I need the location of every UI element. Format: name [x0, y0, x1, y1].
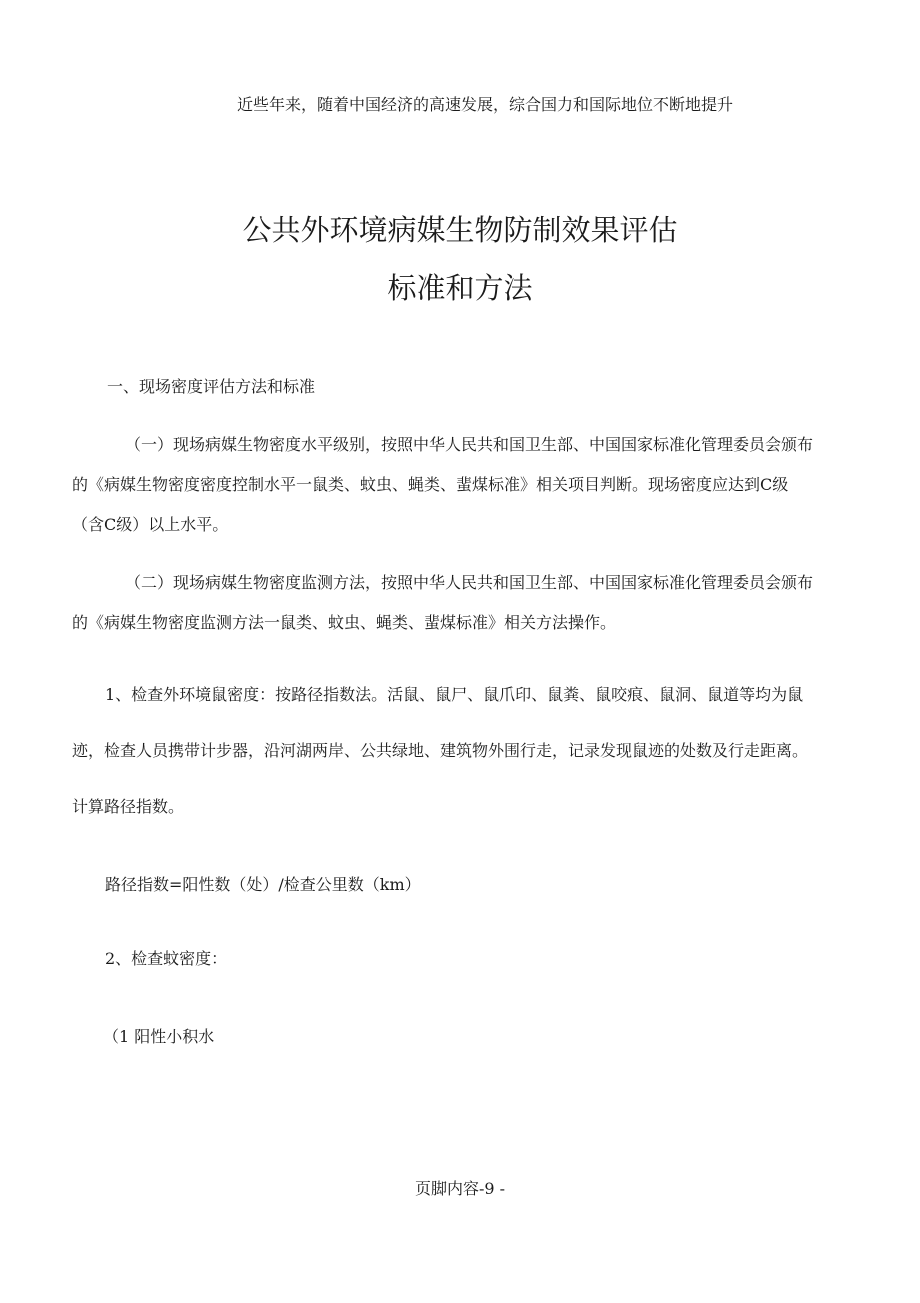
paragraph-1-line-2: 的《病媒生物密度密度控制水平一鼠类、蚊虫、蝇类、蜚煤标准》相关项目判断。现场密度应达到C级	[72, 475, 789, 494]
section-heading: 一、现场密度评估方法和标准	[107, 377, 316, 396]
item-1-line-1: 1、检查外环境鼠密度：按路径指数法。活鼠、鼠尸、鼠爪印、鼠粪、鼠咬痕、鼠洞、鼠道等均为鼠	[105, 685, 804, 704]
sub-item-1: （1 阳性小积水	[103, 1027, 215, 1046]
paragraph-2-line-2: 的《病媒生物密度监测方法一鼠类、蚊虫、蝇类、蜚煤标准》相关方法操作。	[72, 613, 617, 632]
document-title-line-1: 公共外环境病媒生物防制效果评估	[242, 213, 678, 247]
item-1-line-2: 迹，检查人员携带计步器，沿河湖两岸、公共绿地、建筑物外围行走，记录发现鼠迹的处数及行走距离。	[72, 741, 809, 760]
formula-text: 路径指数=阳性数（处）/检查公里数（km）	[105, 875, 421, 894]
item-1-line-3: 计算路径指数。	[72, 797, 185, 816]
paragraph-1-line-3: （含C级）以上水平。	[72, 515, 229, 534]
item-2-heading: 2、检查蚊密度：	[105, 949, 228, 968]
paragraph-2-line-1: （二）现场病媒生物密度监测方法，按照中华人民共和国卫生部、中国国家标准化管理委员会颁布	[125, 573, 814, 592]
page-footer: 页脚内容-9 -	[414, 1179, 506, 1198]
page-header-text: 近些年来，随着中国经济的高速发展，综合国力和国际地位不断地提升	[236, 95, 733, 114]
paragraph-1-line-1: （一）现场病媒生物密度水平级别，按照中华人民共和国卫生部、中国国家标准化管理委员会颁布	[125, 435, 814, 454]
document-title-line-2: 标准和方法	[387, 271, 533, 305]
